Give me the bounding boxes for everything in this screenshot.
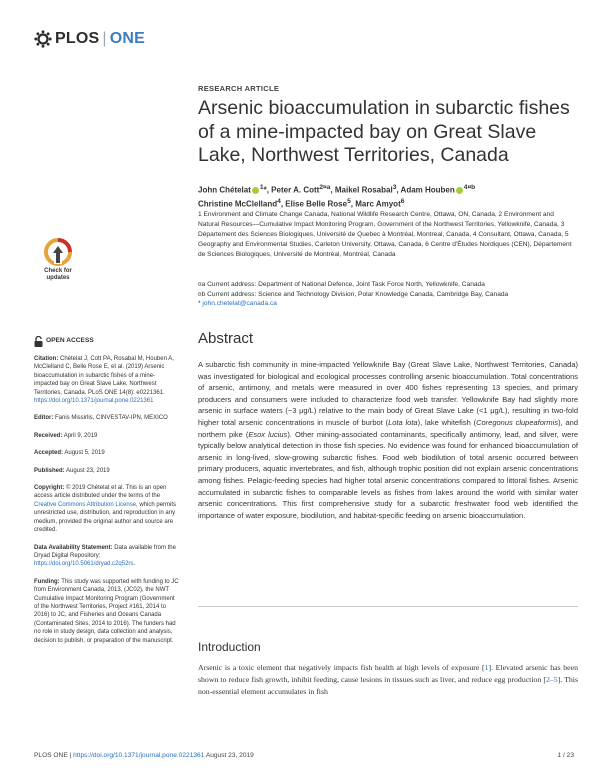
- check-for-updates-badge[interactable]: [38, 238, 78, 294]
- received-label: Received:: [34, 432, 63, 439]
- open-lock-icon: [34, 336, 43, 347]
- affiliation: 2 Environment and Natural Resources—Cumulative Impact Monitoring Program, Government of the Northwest Territories, Yellowknife, Canada,: [198, 211, 559, 228]
- logo-one-text: ONE: [109, 30, 146, 47]
- species-name: Coregonus clupeaformis: [476, 417, 559, 427]
- citation-text: Chételat J, Cott PA, Rosabal M, Houben A, McClelland C, Belle Rose E, et al. (2019) Arsenic bioaccumulation in subarctic fishes of a mine-impacted bay on Great Slave Lake, Northwest Territories, Canada. PLoS ONE 14(8): e0221361.: [34, 356, 174, 396]
- introduction-text: [198, 662, 578, 698]
- check-label-line2: updates: [46, 275, 70, 281]
- corresponding-email-link[interactable]: john.chetelat@canada.ca: [202, 300, 277, 307]
- dryad-link[interactable]: https://doi.org/10.5061/dryad.c2q52rs: [34, 561, 134, 568]
- orcid-icon[interactable]: [252, 187, 259, 194]
- affiliation-sup: 1: [259, 184, 264, 191]
- citation-label: Citation:: [34, 356, 59, 362]
- data-availability-text: Data available from the Dryad Digital Repository:: [34, 544, 176, 559]
- author-name[interactable]: John Chételat: [198, 185, 251, 195]
- author-name[interactable]: , Marc Amyot: [350, 199, 401, 209]
- affiliation-sup: 4: [277, 198, 281, 206]
- open-access-label: OPEN ACCESS: [46, 337, 94, 345]
- copyright-text-end: , which permits unrestricted use, distribution, and reproduction in any medium, provided the original author and source are credited.: [34, 501, 177, 534]
- data-availability-block: [34, 544, 179, 569]
- copyright-label: Copyright:: [34, 485, 65, 492]
- affiliation-sup: 2¤a: [319, 184, 331, 191]
- author-list: [198, 182, 578, 210]
- data-availability-end: .: [133, 561, 136, 568]
- logo-separator: |: [102, 30, 107, 47]
- affiliation-sup: 3: [392, 184, 397, 191]
- author-name[interactable]: Christine McClelland: [198, 199, 278, 209]
- published-label: Published:: [34, 467, 65, 474]
- section-divider: [198, 606, 578, 607]
- abstract-part: ), and northern pike (: [198, 417, 578, 439]
- current-address-a: ¤a Current address: Department of National Defence, Joint Task Force North, Yellowknife, Canada: [198, 281, 485, 288]
- page-number: 1 / 23: [557, 752, 574, 759]
- email-marker: *: [198, 300, 203, 307]
- editor-label: Editor:: [34, 415, 54, 422]
- species-name: Esox lucius: [248, 429, 288, 439]
- species-name: Lota lota: [388, 417, 418, 427]
- intro-part: ]. This non-essential element accumulates in fish: [198, 675, 579, 696]
- check-updates-icon: [38, 238, 78, 266]
- published-date: August 23, 2019: [64, 467, 110, 474]
- check-for-updates-label: [38, 268, 78, 282]
- intro-part: Arsenic is a toxic element that negatively impacts fish health at high levels of exposure [: [198, 663, 485, 672]
- license-link[interactable]: Creative Commons Attribution License: [34, 501, 137, 508]
- funding-text: This study was supported with funding to JC from Environment Canada, 2013, (JC02), the NWT Cumulative Impact Monitoring Program (Government of the Northwest Territories, Project #161, 2014 to 2016) to JC, and Fisheries and Oceans Canada (Contaminated Sites, 2014 to 2016). The funders had no role in study design, data collection and analysis, decision to publish, or preparation of the manuscript.: [34, 578, 179, 644]
- abstract-part: ). Other mining-associated contaminants, specifically antimony, lead, and silver, were typically below analytical detection in those fish species. No evidence was found for enhanced bioaccumulation of arsenic in long-lived, slow-growing subarctic fishes. Food web biodilution of total arsenic occurred between primary producers, aquatic invertebrates, and fish, although trophic position did not explain arsenic concentrations among fishes. Pelagic-feeding species had higher total arsenic concentrations compared to littoral fishes. Arsenic accumulated in subarctic fishes to comparable levels as fishes from lakes around the world with similar water arsenic concentrations. This first comprehensive study for a subarctic freshwater food web identified the importance of water exposure, biodilution, and habitat-specific feeding on arsenic bioaccumulation.: [198, 429, 578, 520]
- article-info-sidebar: [34, 336, 179, 654]
- footer-doi-link[interactable]: https://doi.org/10.1371/journal.pone.0221361: [73, 752, 205, 759]
- accepted-label: Accepted:: [34, 450, 64, 457]
- published-block: [34, 467, 179, 475]
- corresponding-email-line: [198, 299, 573, 309]
- citation-doi-link[interactable]: https://doi.org/10.1371/journal.pone.0221361: [34, 398, 154, 405]
- footer-journal: PLOS ONE: [34, 752, 68, 759]
- copyright-block: [34, 484, 179, 534]
- accepted-date: August 5, 2019: [63, 450, 105, 457]
- funding-block: [34, 578, 179, 645]
- affiliations: [198, 210, 573, 260]
- footer-date: August 23, 2019: [204, 752, 254, 759]
- author-name[interactable]: , Elise Belle Rose: [280, 199, 348, 209]
- open-access-badge: [34, 336, 179, 347]
- footer-left: [34, 752, 254, 759]
- abstract-part: A subarctic fish community in mine-impacted Yellowknife Bay (Great Slave Lake, Northwest Territories, Canada) was investigated for biological and ecological processes controlling arsenic bioaccumulation. Total concentrations of arsenic, antimony, and metals were measured in over 400 fishes representing 13 species, and primary producers and consumers were included to characterize food web transfer. Yellowknife Bay had slightly more arsenic in surface waters (~3 μg/L) relative to the main body of Great Slave Lake (<1 μg/L), resulting in two-fold higher total arsenic concentrations in muscle of burbot (: [198, 360, 578, 427]
- affiliation: 6 Centre d'Études Nordiques (CEN), Département de Sciences Biologiques, Université de Montréal, Montréal, Canada: [198, 241, 572, 258]
- affiliation: 3 Département des Sciences Biologiques, Université de Quebec à Montréal, Montreal, Canada,: [198, 221, 565, 238]
- affiliation-sup: 4¤b: [463, 184, 476, 191]
- current-address-b: ¤b Current address: Science and Technology Division, Polar Knowledge Canada, Cambridge Bay, Canada: [198, 290, 509, 298]
- data-availability-label: Data Availability Statement:: [34, 544, 113, 551]
- introduction-heading: Introduction: [198, 640, 261, 654]
- reference-link[interactable]: 2–5: [545, 675, 558, 684]
- abstract-heading: Abstract: [198, 330, 254, 347]
- editor-block: [34, 414, 179, 422]
- funding-label: Funding:: [34, 578, 60, 585]
- intro-part: ]. Elevated arsenic has been shown to reduce fish growth, inhibit feeding, cause lesions in tissues such as liver, and reduce egg production [: [198, 663, 578, 684]
- plos-one-logo: [34, 30, 145, 48]
- abstract-text: [198, 359, 578, 521]
- received-block: [34, 432, 179, 440]
- abstract-part: ), lake whitefish (: [417, 417, 477, 427]
- affiliation: 1 Environment and Climate Change Canada, National Wildlife Research Centre, Ottawa, ON, Canada,: [198, 211, 497, 218]
- citation-block: [34, 355, 179, 405]
- article-type: RESEARCH ARTICLE: [198, 84, 280, 93]
- article-title: Arsenic bioaccumulation in subarctic fishes of a mine-impacted bay on Great Slave Lake, Northwest Territories, Canada: [198, 97, 570, 166]
- affiliation: 5 Geography and Environmental Studies, Carleton University, Ottawa, Canada,: [198, 231, 569, 248]
- current-addresses: [198, 280, 573, 309]
- logo-plos-text: PLOS: [55, 30, 100, 47]
- author-name[interactable]: , Maikel Rosabal: [330, 185, 393, 195]
- accepted-block: [34, 449, 179, 457]
- author-name[interactable]: , Adam Houben: [396, 185, 455, 195]
- received-date: April 9, 2019: [62, 432, 98, 439]
- affiliation-sup: 5: [347, 198, 351, 206]
- copyright-text: © 2019 Chételat et al. This is an open access article distributed under the terms of the: [34, 485, 167, 500]
- check-label-line1: Check for: [44, 268, 72, 274]
- plos-logo-icon: [34, 30, 52, 48]
- orcid-icon[interactable]: [456, 187, 463, 194]
- affiliation: 4 Consultant, Ottawa, Canada,: [472, 231, 564, 238]
- footer-separator: |: [67, 752, 74, 759]
- affiliation-sup: 6: [400, 198, 405, 206]
- page-footer: [34, 752, 574, 759]
- editor-text: Fanis Missirlis, CINVESTAV-IPN, MEXICO: [53, 415, 168, 422]
- reference-link[interactable]: 1: [484, 663, 489, 672]
- author-name[interactable]: *, Peter A. Cott: [263, 185, 320, 195]
